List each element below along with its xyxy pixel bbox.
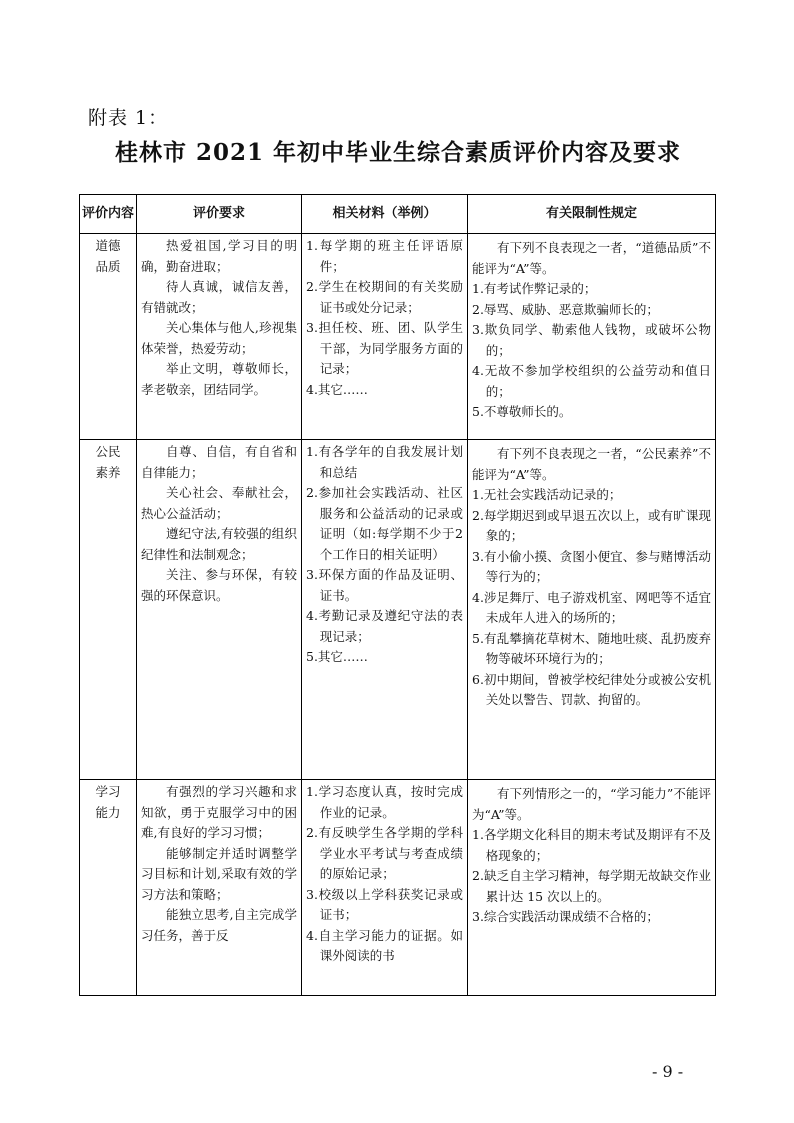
materials-cell [302,234,468,440]
restriction-item: 3.欺负同学、勒索他人钱物，或破坏公物的； [472,322,711,358]
restriction-item: 1.有考试作弊记录的； [472,281,597,296]
page-title: 桂林市 2021 年初中毕业生综合素质评价内容及要求 [114,139,682,166]
materials-list [306,442,463,668]
requirement-item: 关心集体与他人,珍视集体荣誉，热爱劳动； [141,320,297,356]
restrictions-cell [468,440,716,780]
category-label: 公民素养 [95,444,121,480]
restrictions-list [472,485,711,711]
page-number: - 9 - [652,1062,684,1081]
requirements-cell [137,234,302,440]
restrictions-intro: 有下列不良表现之一者，“公民素养”不能评为“A”等。 [472,446,711,482]
requirement-item: 关注、参与环保，有较强的环保意识。 [141,567,297,603]
requirement-item: 热爱祖国,学习目的明确，勤奋进取； [141,238,297,274]
category-cell [80,780,137,996]
requirement-item: 有强烈的学习兴趣和求知欲，勇于克服学习中的困难,有良好的学习习惯； [141,784,297,840]
materials-list [306,782,463,967]
requirement-item: 能够制定并适时调整学习目标和计划,采取有效的学习方法和策略； [141,845,297,902]
table-body [80,234,716,996]
category-cell [80,440,137,780]
restrictions-intro: 有下列情形之一的，“学习能力”不能评为“A”等。 [472,786,711,822]
restriction-item: 5.有乱攀摘花草树木、随地吐痰、乱扔废弃物等破坏环境行为的； [472,630,711,666]
requirement-item: 关心社会、奉献社会，热心公益活动； [141,485,297,521]
material-item: 3.环保方面的作品及证明、证书。 [306,567,463,603]
material-item: 1.有各学年的自我发展计划和总结 [306,444,463,480]
restrictions-cell [468,234,716,440]
material-item: 3.校级以上学科获奖记录或证书； [306,886,463,922]
header-materials: 相关材料（举例） [302,195,468,234]
restrictions-intro: 有下列不良表现之一者，“道德品质”不能评为“A”等。 [472,240,711,276]
header-category: 评价内容 [80,195,137,234]
materials-cell [302,440,468,780]
requirements-cell [137,780,302,996]
material-item: 4.自主学习能力的证据。如课外阅读的书 [306,927,463,963]
restriction-item: 4.无故不参加学校组织的公益劳动和值日的； [472,363,711,399]
requirement-item: 举止文明，尊敬师长，孝老敬亲，团结同学。 [141,361,297,397]
restriction-item: 2.辱骂、威胁、恶意欺骗师长的； [472,301,659,317]
restriction-item: 2.每学期迟到或早退五次以上，或有旷课现象的； [472,507,711,543]
requirement-item: 待人真诚，诚信友善，有错就改； [141,279,297,315]
restrictions-list [472,279,711,423]
header-requirements: 评价要求 [137,195,302,234]
requirement-item: 自尊、自信，有自省和自律能力； [141,444,297,480]
restriction-item: 2.缺乏自主学习精神，每学期无故缺交作业累计达 15 次以上的。 [472,868,711,904]
annex-label: 附表 1： [88,107,169,129]
category-label: 道德品质 [95,238,121,274]
restriction-item: 3.综合实践活动课成绩不合格的； [472,909,659,924]
restriction-item: 1.各学期文化科目的期末考试及期评有不及格现象的； [472,827,711,863]
material-item: 2.有反映学生各学期的学科学业水平考试与考查成绩的原始记录； [306,825,463,881]
table-row [80,234,716,440]
category-label: 学习能力 [95,784,121,820]
material-item: 1.学习态度认真，按时完成作业的记录。 [306,784,463,820]
requirement-item: 遵纪守法,有较强的组织纪律性和法制观念； [141,526,297,562]
restriction-item: 1.无社会实践活动记录的； [472,487,622,502]
material-item: 5.其它…… [306,649,368,664]
material-item: 4.考勤记录及遵纪守法的表现记录； [306,608,463,644]
material-item: 2.参加社会实践活动、社区服务和公益活动的记录或证明（如:每学期不少于2个工作日的相关证明） [306,485,463,562]
material-item: 3.担任校、班、团、队学生干部，为同学服务方面的记录； [306,320,463,376]
materials-list [306,236,463,400]
table-row [80,440,716,780]
requirements-cell [137,440,302,780]
restrictions-cell [468,780,716,996]
material-item: 1.每学期的班主任评语原件； [306,238,463,274]
table-header-row [80,195,716,234]
materials-cell [302,780,468,996]
requirement-item: 能独立思考,自主完成学习任务，善于反 [141,907,297,943]
restriction-item: 6.初中期间，曾被学校纪律处分或被公安机关处以警告、罚款、拘留的。 [472,671,711,707]
restriction-item: 5.不尊敬师长的。 [472,404,572,419]
evaluation-table [79,194,716,996]
material-item: 2.学生在校期间的有关奖励证书或处分记录； [306,279,463,315]
material-item: 4.其它…… [306,381,368,397]
table-row [80,780,716,996]
restriction-item: 3.有小偷小摸、贪图小便宜、参与赌博活动等行为的； [472,548,711,584]
category-cell [80,234,137,440]
restrictions-list [472,825,711,928]
restriction-item: 4.涉足舞厅、电子游戏机室、网吧等不适宜未成年人进入的场所的； [472,589,711,625]
header-restrictions: 有关限制性规定 [468,195,716,234]
